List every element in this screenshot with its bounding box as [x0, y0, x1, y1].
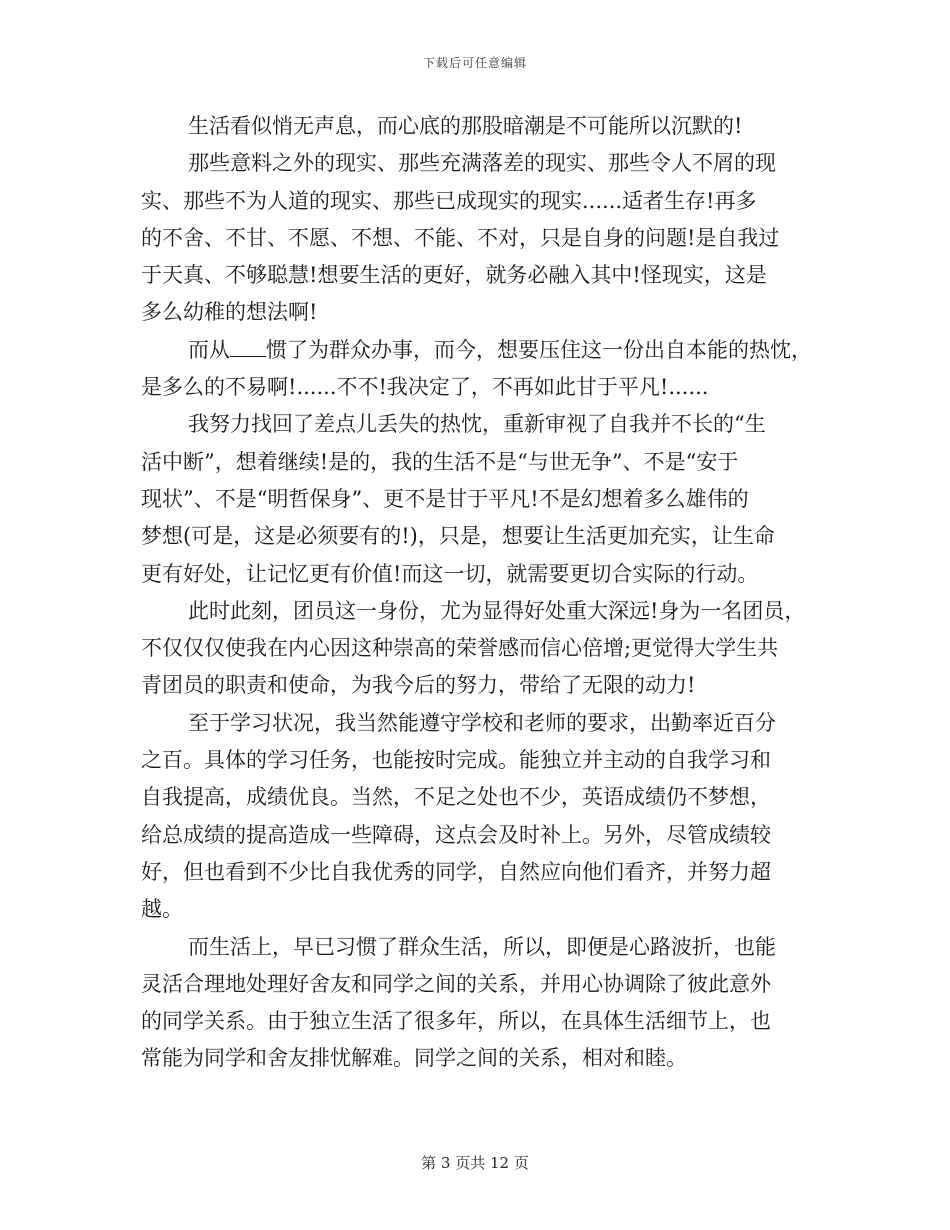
- paragraph-line: 更有好处，让记忆更有价值!而这一切，就需要更切合实际的行动。: [141, 561, 759, 586]
- page-header: 下载后可任意编辑: [422, 56, 527, 70]
- page-footer: 第 3 页共 12 页: [421, 1154, 529, 1172]
- paragraph-line: 现状”、不是“明哲保身”、更不是甘于平凡!不是幻想着多么雄伟的: [141, 486, 749, 511]
- paragraph-line: 生活看似悄无声息，而心底的那股暗潮是不可能所以沉默的!: [188, 114, 743, 138]
- paragraph-line: 而生活上，早已习惯了群众生活，所以，即便是心路波折，也能: [188, 934, 776, 959]
- paragraph-line: 越。: [141, 897, 183, 922]
- paragraph-line: 我努力找回了差点儿丢失的热忱，重新审视了自我并不长的“生: [188, 412, 766, 437]
- paragraph-line: 那些意料之外的现实、那些充满落差的现实、那些令人不屑的现: [188, 151, 776, 176]
- line-segment: 惯了为群众办事，而今，想要压住这一份出自本能的热忱，: [266, 337, 812, 362]
- paragraph-line: 的不舍、不甘、不愿、不想、不能、不对，只是自身的问题!是自我过: [141, 225, 780, 250]
- line-segment: 而从: [188, 337, 230, 362]
- paragraph-line: 灵活合理地处理好舍友和同学之间的关系，并用心协调除了彼此意外: [141, 971, 771, 996]
- paragraph-line: 好，但也看到不少比自我优秀的同学，自然应向他们看齐，并努力超: [141, 859, 771, 884]
- paragraph-line: 是多么的不易啊!......不不!我决定了，不再如此甘于平凡!......: [141, 375, 709, 400]
- paragraph-line: 的同学关系。由于独立生活了很多年，所以，在具体生活细节上，也: [141, 1009, 771, 1034]
- paragraph-line: [141, 332, 816, 369]
- paragraph-line: 之百。具体的学习任务，也能按时完成。能独立并主动的自我学习和: [141, 748, 771, 773]
- paragraph-line: 自我提高，成绩优良。当然，不足之处也不少，英语成绩仍不梦想，: [141, 785, 771, 810]
- blank-underline: [230, 338, 266, 357]
- document-body: [141, 108, 816, 1078]
- paragraph-line: 给总成绩的提高造成一些障碍，这点会及时补上。另外，尽管成绩较: [141, 822, 771, 847]
- paragraph-line: 至于学习状况，我当然能遵守学校和老师的要求，出勤率近百分: [188, 710, 776, 735]
- paragraph-line: 此时此刻，团员这一身份，尤为显得好处重大深远!身为一名团员，: [188, 598, 806, 623]
- paragraph-line: 实、那些不为人道的现实、那些已成现实的现实......适者生存!再多: [141, 188, 757, 213]
- paragraph-line: 于天真、不够聪慧!想要生活的更好，就务必融入其中!怪现实，这是: [141, 263, 767, 288]
- paragraph-line: 活中断”，想着继续!是的，我的生活不是“与世无争”、不是“安于: [141, 449, 739, 474]
- paragraph-line: 梦想(可是，这是必须要有的!)，只是，想要让生活更加充实，让生命: [141, 524, 775, 549]
- paragraph-line: 常能为同学和舍友排忧解难。同学之间的关系，相对和睦。: [141, 1046, 687, 1071]
- paragraph-line: 青团员的职责和使命，为我今后的努力，带给了无限的动力!: [141, 673, 696, 698]
- paragraph-line: 多么幼稚的想法啊!: [141, 300, 318, 325]
- paragraph-line: 不仅仅仅使我在内心因这种崇高的荣誉感而信心倍增;更觉得大学生共: [141, 636, 779, 661]
